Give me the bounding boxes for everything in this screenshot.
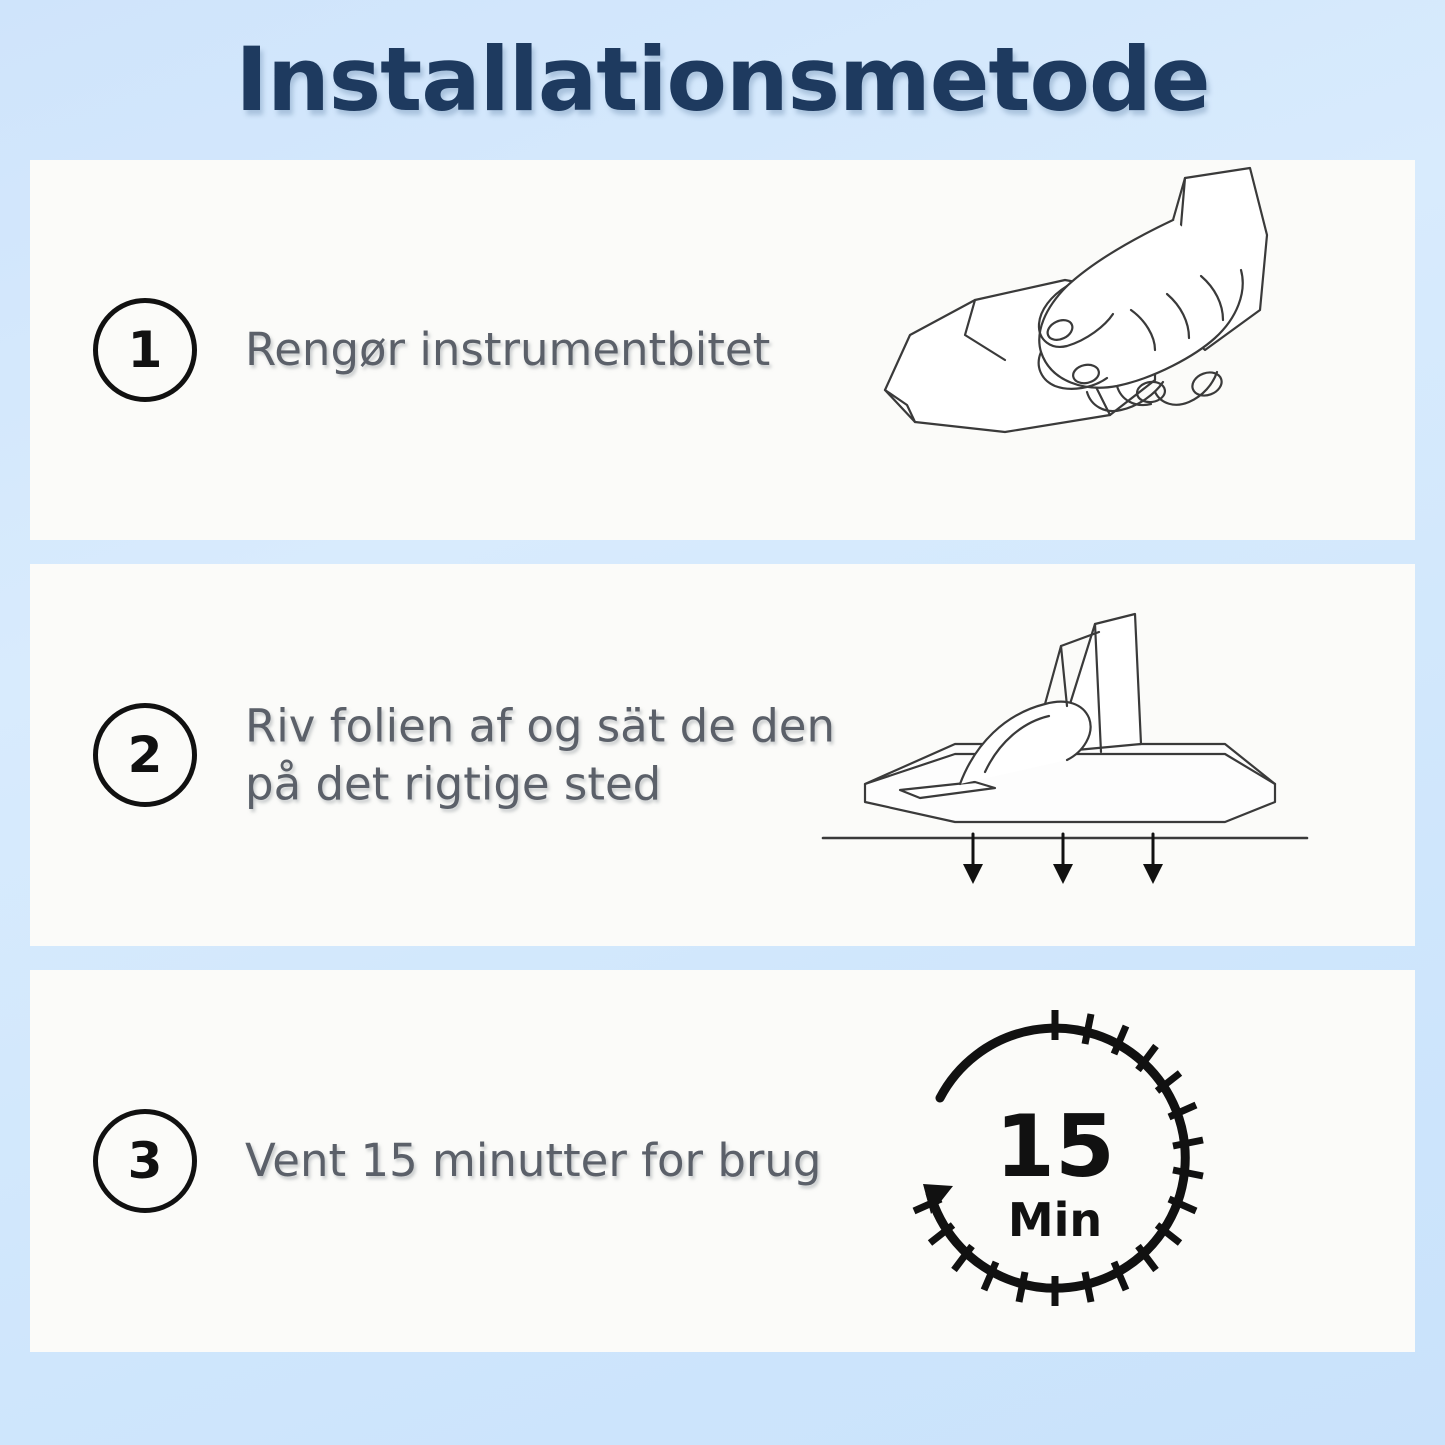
page-title-wrap (0, 28, 1445, 131)
clock-unit: Min (1007, 1193, 1103, 1247)
step-text-2: Riv folien af og sät de den på det rigtige sted (245, 699, 836, 810)
step-card-1 (30, 160, 1415, 540)
steps-list (30, 160, 1415, 1352)
timer-clock-icon (795, 970, 1415, 1352)
step-text-1: Rengør instrumentbitet (245, 323, 771, 377)
step-number-3: 3 (93, 1109, 197, 1213)
clock-value: 15 (995, 1097, 1115, 1197)
step-number-2: 2 (93, 703, 197, 807)
peel-film-press-icon (795, 564, 1415, 946)
step-number-1: 1 (93, 298, 197, 402)
step-card-2 (30, 564, 1415, 946)
step-card-3 (30, 970, 1415, 1352)
page-title: Installationsmetode (235, 28, 1210, 131)
step-text-3: Vent 15 minutter for brug (245, 1134, 822, 1188)
hand-wiping-cloth-icon (795, 160, 1415, 540)
